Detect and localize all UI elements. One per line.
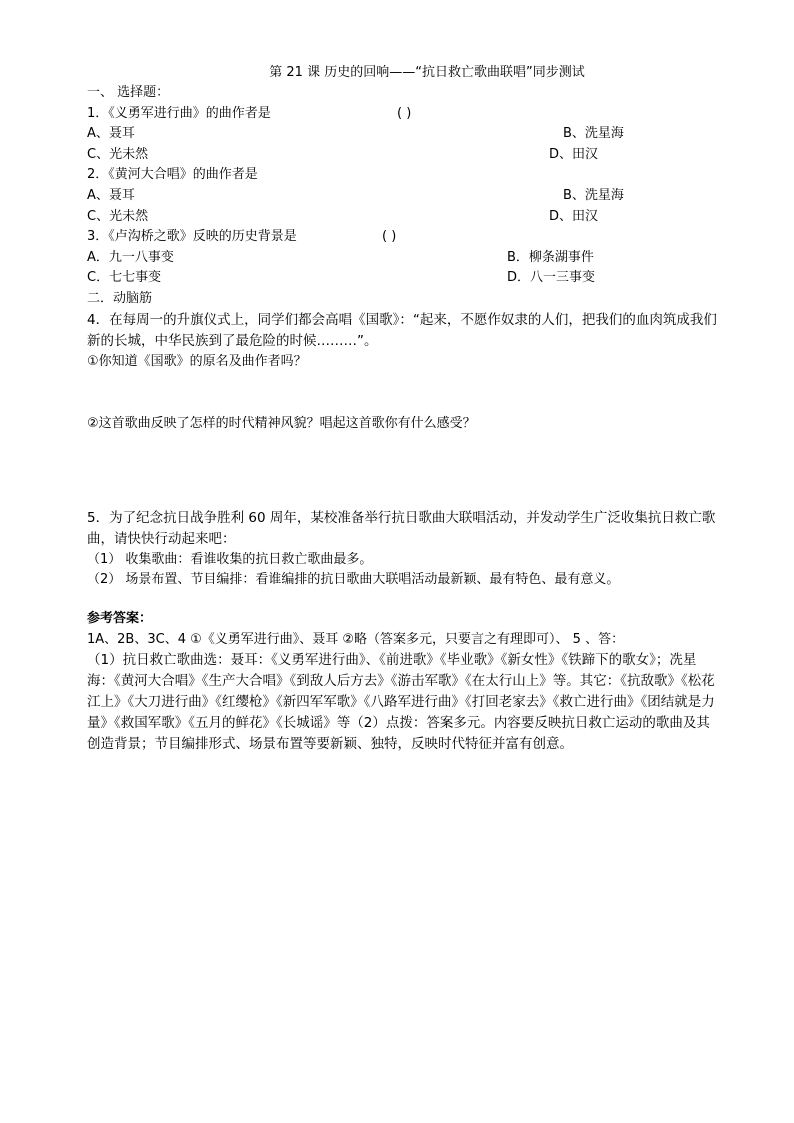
question-1-option-c: C、光未然: [87, 146, 149, 162]
page-title: 第 21 课 历史的回响——“抗日救亡歌曲联唱”同步测试: [269, 65, 585, 80]
answer-space: [87, 372, 717, 414]
question-2-option-b: B、洗星海: [563, 187, 624, 203]
question-1-options-ab: [87, 124, 717, 145]
question-1-option-b: B、洗星海: [563, 126, 624, 142]
question-2-options-cd: [87, 207, 717, 228]
question-3-option-a: A．九一八事变: [87, 249, 174, 265]
question-3-option-d: D．八一三事变: [507, 270, 596, 286]
question-5-stem: 5．为了纪念抗日战争胜利 60 周年，某校准备举行抗日歌曲大联唱活动，并发动学生广泛收集抗日救亡歌曲，请快快行动起来吧：: [87, 509, 716, 547]
question-3-option-b: B．柳条湖事件: [507, 249, 594, 265]
question-5-sub-2: （2） 场景布置、节目编排：看谁编排的抗日歌曲大联唱活动最新颖、最有特色、最有意义。: [87, 572, 620, 588]
question-4-stem: 4．在每周一的升旗仪式上，同学们都会高唱《国歌》：“起来，不愿作奴隶的人们，把我们的血肉筑成我们新的长城，中华民族到了最危险的时候………”。: [87, 311, 717, 349]
answers-heading: 参考答案：: [87, 610, 153, 626]
question-3-options-ab: [87, 248, 717, 269]
question-3-text: 3．《卢沟桥之歌》反映的历史背景是: [87, 229, 297, 245]
question-3-stem: [87, 227, 717, 248]
question-1-option-a: A、聂耳: [87, 126, 135, 142]
document-page: [87, 62, 717, 755]
question-3-answer-blank: ( ): [382, 229, 397, 245]
answer-space: [87, 435, 717, 508]
question-1-text: 1．《义勇军进行曲》的曲作者是: [87, 105, 271, 121]
question-1-option-d: D、田汉: [549, 146, 599, 162]
question-3-options-cd: [87, 268, 717, 289]
question-1-answer-blank: ( ): [397, 105, 412, 121]
question-1-stem: [87, 104, 717, 125]
question-4-sub-2: ②这首歌曲反映了怎样的时代精神风貌？唱起这首歌你有什么感受？: [87, 416, 476, 432]
question-4-sub-1: ①你知道《国歌》的原名及曲作者吗？: [87, 353, 307, 369]
question-2-option-a: A、聂耳: [87, 187, 135, 203]
question-2-stem: 2．《黄河大合唱》的曲作者是: [87, 167, 258, 183]
question-1-options-cd: [87, 145, 717, 166]
section-choice-heading: 一、 选择题：: [87, 85, 170, 100]
question-5-sub-1: （1） 收集歌曲：看谁收集的抗日救亡歌曲最多。: [87, 551, 373, 567]
question-2-option-d: D、田汉: [549, 208, 599, 224]
section-thinking-heading: 二．动脑筋: [87, 290, 153, 306]
answers-body: （1）抗日救亡歌曲选：聂耳：《义勇军进行曲》、《前进歌》《毕业歌》《新女性》《铁蹄下的歌女》；冼星海：《黄河大合唱》《生产大合唱》《到敌人后方去》《游击军歌》《在太行山上》等。其它：《抗敌歌》《松花江上》《大刀进行曲》《红缨枪》《新四军军歌》《八路军进行曲》《打回老家去》《救亡进行曲》《团结就是力量》《救国军歌》《五月的鲜花》《长城谣》等（2）点拨：答案多元。内容要反映抗日救亡运动的歌曲及其创造背景；节目编排形式、场景布置等要新颖、独特，反映时代特征并富有创意。: [87, 652, 715, 753]
question-2-options-ab: [87, 186, 717, 207]
question-3-option-c: C．七七事变: [87, 270, 162, 286]
answers-line-1: 1A、2B、3C、4 ①《义勇军进行曲》、聂耳 ②略（答案多元，只要言之有理即可）、 5 、答：: [87, 631, 625, 647]
question-2-option-c: C、光未然: [87, 208, 149, 224]
spacer: [87, 591, 717, 609]
